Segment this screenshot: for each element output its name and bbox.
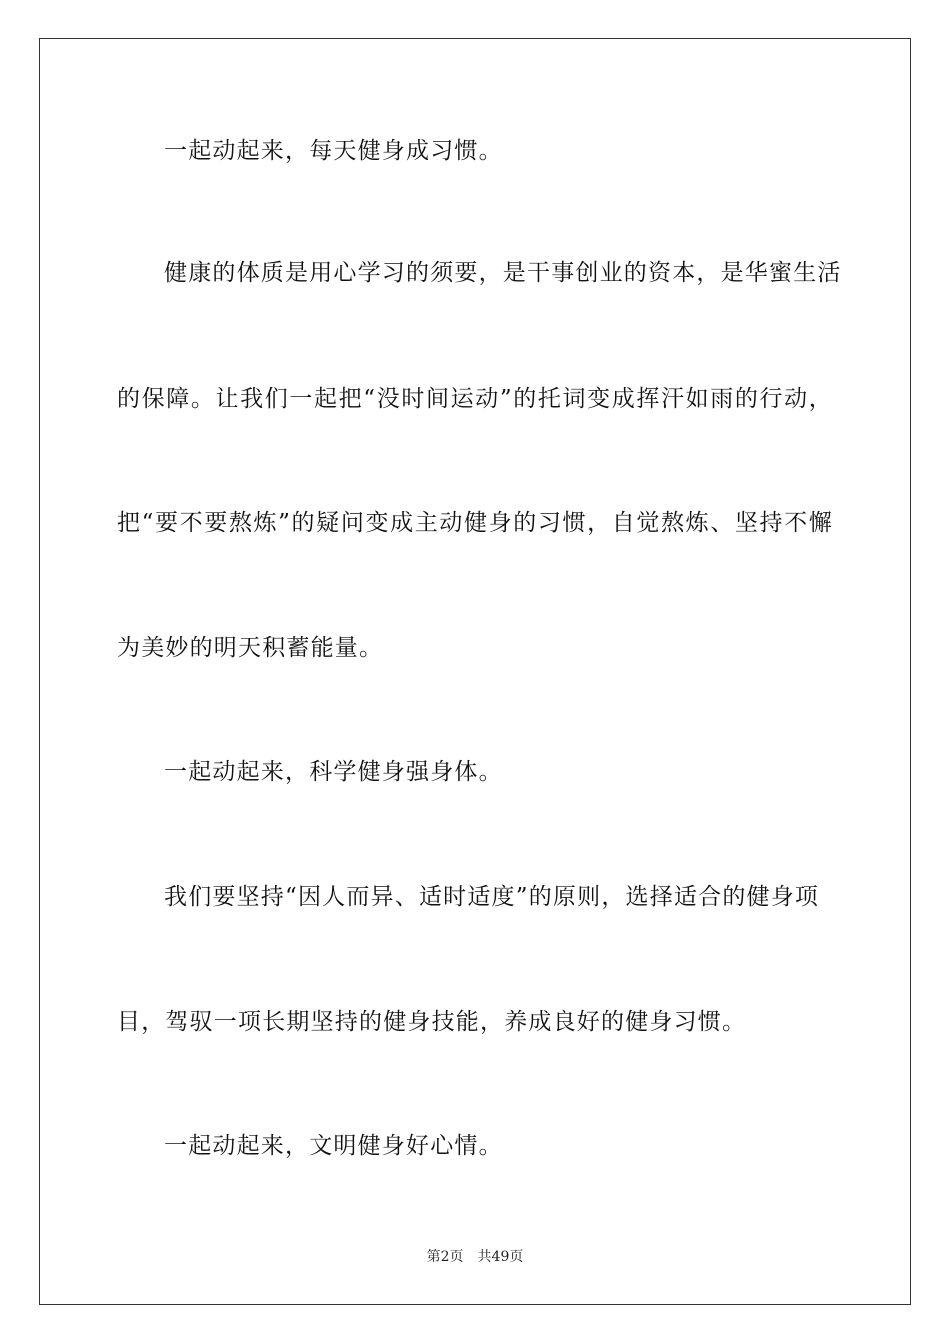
- paragraph-line: 目，驾驭一项长期坚持的健身技能，养成良好的健身习惯。: [117, 1009, 747, 1035]
- page-footer: [0, 1247, 950, 1267]
- paragraph-heading-1: 一起动起来，每天健身成习惯。: [164, 138, 503, 164]
- paragraph-line: 把“要不要熬炼”的疑问变成主动健身的习惯，自觉熬炼、坚持不懈: [117, 510, 833, 536]
- paragraph-line: 健康的体质是用心学习的须要，是干事创业的资本，是华蜜生活: [164, 260, 842, 286]
- page-border: [39, 38, 911, 1305]
- paragraph-line: 为美妙的明天积蓄能量。: [117, 635, 384, 661]
- paragraph-heading-2: 一起动起来，科学健身强身体。: [164, 759, 503, 785]
- paragraph-heading-3: 一起动起来，文明健身好心情。: [164, 1133, 503, 1159]
- paragraph-line: 我们要坚持“因人而异、适时适度”的原则，选择适合的健身项: [164, 884, 820, 910]
- page-number: 第2页: [426, 1249, 464, 1265]
- paragraph-line: 的保障。让我们一起把“没时间运动”的托词变成挥汗如雨的行动，: [117, 386, 833, 412]
- page-total: 共49页: [477, 1249, 524, 1265]
